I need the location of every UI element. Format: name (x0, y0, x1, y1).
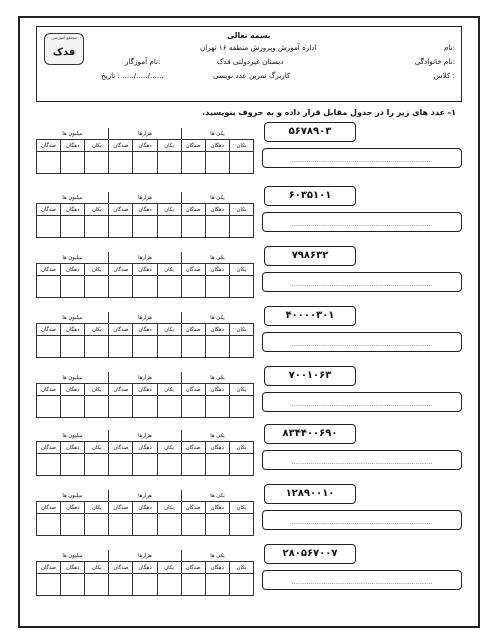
digit-cell[interactable] (157, 574, 181, 596)
place-group-header: هزارها (109, 490, 181, 502)
digit-cell[interactable] (133, 454, 157, 476)
place-column-header: یکان (229, 324, 253, 336)
place-column-header: صدگان (181, 442, 205, 454)
place-column-header: صدگان (109, 442, 133, 454)
digit-cell[interactable] (133, 514, 157, 536)
number-box: ۸۳۴۴۰۰۶۹۰ (264, 424, 356, 444)
digit-cell[interactable] (229, 454, 253, 476)
school-name: دبستان غیردولتی فدک (217, 57, 284, 66)
answer-field[interactable]: .......................................................................... (262, 212, 462, 232)
place-group-header: هزارها (109, 550, 181, 562)
digit-cell[interactable] (229, 276, 253, 298)
place-column-header: یکان (229, 502, 253, 514)
logo-text: فدک (52, 46, 76, 58)
digit-cell[interactable] (133, 336, 157, 358)
place-column-header: دهگان (133, 140, 157, 152)
place-column-header: یکان (229, 204, 253, 216)
place-column-header: یکان (157, 562, 181, 574)
digit-cell[interactable] (37, 396, 61, 418)
digit-cell[interactable] (205, 276, 229, 298)
place-column-header: یکان (85, 264, 109, 276)
place-column-header: صدگان (181, 324, 205, 336)
exercise-row (36, 122, 462, 182)
place-value-table (36, 128, 254, 174)
digit-cell[interactable] (181, 152, 205, 174)
answer-field[interactable]: .......................................................................... (262, 148, 462, 168)
exercise-row (36, 366, 462, 426)
place-value-table (36, 372, 254, 418)
digit-cell[interactable] (133, 396, 157, 418)
digit-cell[interactable] (37, 514, 61, 536)
worksheet-title: کاربرگ تمرین عدد نویسی (213, 71, 291, 80)
place-column-header: دهگان (61, 140, 85, 152)
place-column-header: صدگان (109, 324, 133, 336)
digit-cell[interactable] (229, 152, 253, 174)
digit-cell[interactable] (205, 152, 229, 174)
digit-cell[interactable] (109, 276, 133, 298)
exercise-row (36, 306, 462, 366)
digit-cell[interactable] (109, 396, 133, 418)
place-group-header: هزارها (109, 430, 181, 442)
place-value-table (36, 550, 254, 596)
exercise-row (36, 246, 462, 306)
logo-caption: مجتمع آموزشی (51, 35, 77, 40)
education-office: اداره آموزش وپرورش منطقه ۱۶ تهران (200, 43, 317, 52)
digit-cell[interactable] (61, 396, 85, 418)
place-column-header: دهگان (133, 204, 157, 216)
place-column-header: صدگان (37, 442, 61, 454)
place-column-header: صدگان (109, 140, 133, 152)
place-column-header: صدگان (109, 264, 133, 276)
answer-field[interactable]: .......................................................................... (262, 570, 462, 590)
place-column-header: یکان (85, 204, 109, 216)
digit-cell[interactable] (205, 454, 229, 476)
place-column-header: دهگان (205, 140, 229, 152)
digit-cell[interactable] (229, 216, 253, 238)
place-column-header: دهگان (133, 502, 157, 514)
digit-cell[interactable] (181, 276, 205, 298)
place-column-header: دهگان (61, 442, 85, 454)
teacher-label: نام آموزگار: (125, 57, 161, 66)
digit-cell[interactable] (37, 152, 61, 174)
place-column-header: یکان (157, 264, 181, 276)
place-group-header: میلیون ها (37, 128, 109, 140)
place-column-header: صدگان (109, 502, 133, 514)
place-column-header: دهگان (133, 442, 157, 454)
digit-cell[interactable] (181, 336, 205, 358)
place-group-header: هزارها (109, 128, 181, 140)
place-column-header: یکان (85, 140, 109, 152)
place-column-header: دهگان (61, 384, 85, 396)
place-column-header: صدگان (37, 384, 61, 396)
place-column-header: دهگان (205, 562, 229, 574)
place-group-header: یکی ها (181, 252, 253, 264)
digit-cell[interactable] (85, 396, 109, 418)
place-column-header: دهگان (133, 562, 157, 574)
place-column-header: دهگان (133, 384, 157, 396)
instruction-text: ۱- عدد های زیر را در جدول مقابل قرار داده و به حروف بنویسید. (202, 108, 456, 117)
place-column-header: دهگان (61, 324, 85, 336)
digit-cell[interactable] (109, 514, 133, 536)
digit-cell[interactable] (85, 152, 109, 174)
digit-cell[interactable] (181, 216, 205, 238)
place-group-header: هزارها (109, 372, 181, 384)
number-box: ۵۶۷۸۹۰۳ (264, 122, 356, 142)
place-column-header: صدگان (37, 562, 61, 574)
digit-cell[interactable] (109, 574, 133, 596)
family-name-label: نام خانوادگی: (414, 57, 455, 66)
number-box: ۱۲۸۹۰۰۱۰ (264, 484, 356, 504)
digit-cell[interactable] (37, 336, 61, 358)
place-column-header: یکان (157, 140, 181, 152)
place-column-header: دهگان (205, 502, 229, 514)
answer-field[interactable]: .......................................................................... (262, 392, 462, 412)
digit-cell[interactable] (109, 454, 133, 476)
place-column-header: صدگان (181, 140, 205, 152)
place-column-header: دهگان (61, 562, 85, 574)
place-group-header: یکی ها (181, 430, 253, 442)
place-column-header: صدگان (181, 562, 205, 574)
digit-cell[interactable] (109, 336, 133, 358)
number-box: ۷۹۸۶۳۲ (264, 246, 356, 266)
place-value-table (36, 192, 254, 238)
place-column-header: صدگان (37, 204, 61, 216)
place-column-header: یکان (85, 324, 109, 336)
place-column-header: صدگان (181, 204, 205, 216)
answer-field[interactable]: .......................................................................... (262, 450, 462, 470)
digit-cell[interactable] (85, 276, 109, 298)
place-column-header: صدگان (109, 562, 133, 574)
digit-cell[interactable] (133, 276, 157, 298)
digit-cell[interactable] (61, 574, 85, 596)
place-column-header: دهگان (61, 502, 85, 514)
digit-cell[interactable] (229, 396, 253, 418)
place-group-header: یکی ها (181, 490, 253, 502)
place-column-header: صدگان (109, 384, 133, 396)
class-label: کلاس : (433, 71, 455, 80)
place-group-header: میلیون ها (37, 490, 109, 502)
digit-cell[interactable] (109, 152, 133, 174)
place-group-header: میلیون ها (37, 430, 109, 442)
place-column-header: صدگان (37, 502, 61, 514)
place-column-header: یکان (157, 324, 181, 336)
digit-cell[interactable] (85, 336, 109, 358)
place-group-header: یکی ها (181, 550, 253, 562)
place-column-header: صدگان (37, 264, 61, 276)
place-value-table (36, 490, 254, 536)
digit-cell[interactable] (133, 574, 157, 596)
digit-cell[interactable] (205, 396, 229, 418)
place-column-header: یکان (229, 384, 253, 396)
digit-cell[interactable] (37, 216, 61, 238)
digit-cell[interactable] (85, 514, 109, 536)
digit-cell[interactable] (61, 216, 85, 238)
digit-cell[interactable] (133, 216, 157, 238)
name-label: نام: (443, 43, 455, 52)
place-column-header: دهگان (133, 324, 157, 336)
digit-cell[interactable] (37, 276, 61, 298)
answer-field[interactable]: .......................................................................... (262, 332, 462, 352)
exercise-row (36, 484, 462, 544)
digit-cell[interactable] (61, 152, 85, 174)
digit-cell[interactable] (181, 396, 205, 418)
digit-cell[interactable] (37, 574, 61, 596)
place-column-header: صدگان (37, 324, 61, 336)
place-group-header: یکی ها (181, 128, 253, 140)
place-column-header: صدگان (181, 264, 205, 276)
place-column-header: صدگان (109, 204, 133, 216)
place-column-header: صدگان (181, 384, 205, 396)
answer-field[interactable]: .......................................................................... (262, 510, 462, 530)
digit-cell[interactable] (157, 514, 181, 536)
place-column-header: یکان (85, 442, 109, 454)
place-column-header: صدگان (37, 140, 61, 152)
place-column-header: یکان (157, 384, 181, 396)
digit-cell[interactable] (181, 514, 205, 536)
place-column-header: دهگان (61, 264, 85, 276)
place-column-header: یکان (85, 384, 109, 396)
place-column-header: یکان (157, 442, 181, 454)
place-group-header: یکی ها (181, 312, 253, 324)
digit-cell[interactable] (181, 574, 205, 596)
place-column-header: یکان (157, 204, 181, 216)
number-box: ۶۰۳۵۱۰۱ (264, 186, 356, 206)
place-column-header: صدگان (181, 502, 205, 514)
number-box: ۴۰۰۰۰۳۰۱ (264, 306, 356, 326)
place-value-table (36, 252, 254, 298)
place-group-header: میلیون ها (37, 312, 109, 324)
digit-cell[interactable] (229, 336, 253, 358)
digit-cell[interactable] (61, 276, 85, 298)
bismillah: بسمه تعالی (227, 31, 271, 40)
worksheet-header (36, 26, 462, 102)
digit-cell[interactable] (205, 336, 229, 358)
place-column-header: دهگان (205, 204, 229, 216)
place-column-header: دهگان (205, 384, 229, 396)
place-column-header: دهگان (61, 204, 85, 216)
digit-cell[interactable] (157, 454, 181, 476)
place-group-header: میلیون ها (37, 252, 109, 264)
number-box: ۲۸۰۵۶۷۰۰۷ (264, 544, 356, 564)
place-group-header: میلیون ها (37, 550, 109, 562)
digit-cell[interactable] (109, 216, 133, 238)
digit-cell[interactable] (85, 454, 109, 476)
answer-field[interactable]: .......................................................................... (262, 272, 462, 292)
digit-cell[interactable] (133, 152, 157, 174)
place-column-header: یکان (157, 502, 181, 514)
place-value-table (36, 312, 254, 358)
digit-cell[interactable] (61, 336, 85, 358)
digit-cell[interactable] (157, 152, 181, 174)
digit-cell[interactable] (205, 574, 229, 596)
place-group-header: هزارها (109, 192, 181, 204)
digit-cell[interactable] (157, 216, 181, 238)
digit-cell[interactable] (157, 396, 181, 418)
place-column-header: دهگان (133, 264, 157, 276)
place-column-header: یکان (229, 562, 253, 574)
place-group-header: هزارها (109, 252, 181, 264)
digit-cell[interactable] (85, 216, 109, 238)
exercise-row (36, 544, 462, 604)
digit-cell[interactable] (181, 454, 205, 476)
place-column-header: یکان (229, 140, 253, 152)
place-column-header: یکان (85, 562, 109, 574)
digit-cell[interactable] (229, 514, 253, 536)
place-group-header: هزارها (109, 312, 181, 324)
digit-cell[interactable] (157, 336, 181, 358)
digit-cell[interactable] (61, 514, 85, 536)
exercise-row (36, 186, 462, 246)
number-box: ۷۰۰۱۰۶۳ (264, 366, 356, 386)
place-group-header: یکی ها (181, 192, 253, 204)
place-group-header: یکی ها (181, 372, 253, 384)
digit-cell[interactable] (229, 574, 253, 596)
digit-cell[interactable] (61, 454, 85, 476)
exercise-row (36, 424, 462, 484)
place-column-header: دهگان (205, 324, 229, 336)
digit-cell[interactable] (157, 276, 181, 298)
digit-cell[interactable] (37, 454, 61, 476)
place-group-header: میلیون ها (37, 192, 109, 204)
digit-cell[interactable] (85, 574, 109, 596)
place-value-table (36, 430, 254, 476)
place-column-header: یکان (229, 264, 253, 276)
place-column-header: یکان (85, 502, 109, 514)
digit-cell[interactable] (205, 216, 229, 238)
place-group-header: میلیون ها (37, 372, 109, 384)
place-column-header: دهگان (205, 264, 229, 276)
place-column-header: یکان (229, 442, 253, 454)
digit-cell[interactable] (205, 514, 229, 536)
school-logo (44, 33, 84, 65)
date-label: تاریخ : ...../...../...... (101, 71, 164, 80)
place-column-header: دهگان (205, 442, 229, 454)
